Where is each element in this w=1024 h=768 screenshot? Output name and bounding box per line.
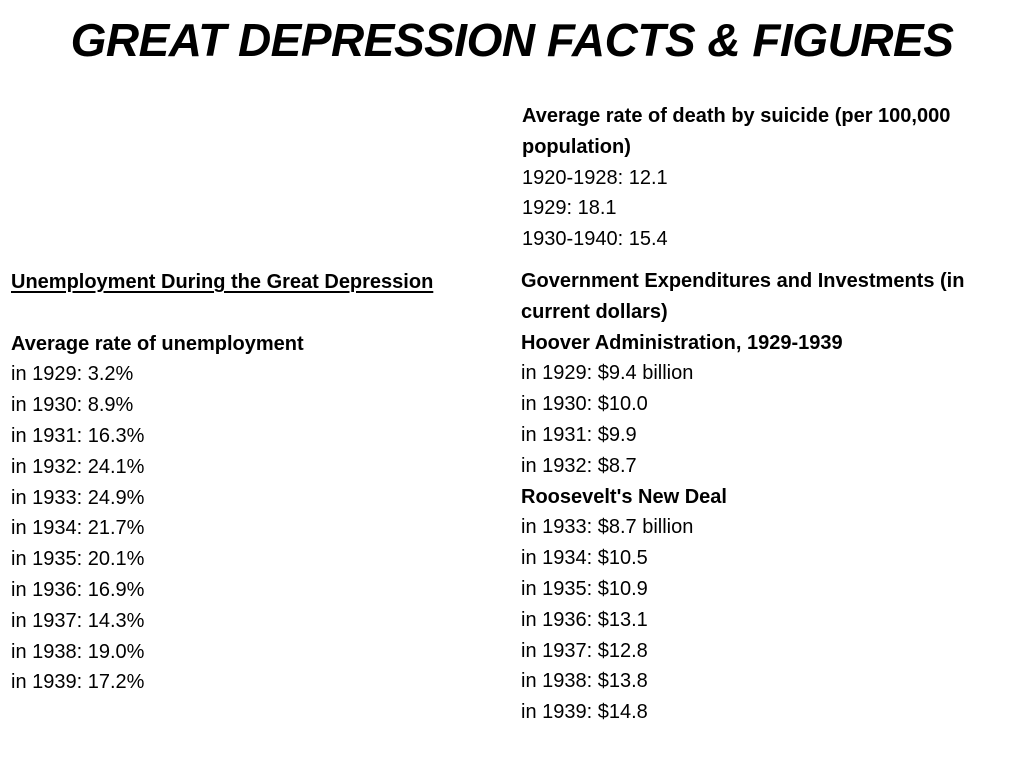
unemployment-subheading: Average rate of unemployment: [11, 332, 304, 355]
hoover-row: in 1932: $8.7: [521, 454, 637, 477]
unemployment-row: in 1935: 20.1%: [11, 548, 145, 571]
unemployment-row: in 1929: 3.2%: [11, 363, 134, 386]
roosevelt-row: in 1938: $13.8: [521, 670, 648, 693]
unemployment-spacer: [11, 298, 501, 329]
roosevelt-row: in 1934: $10.5: [521, 547, 648, 570]
government-spending-section: [521, 266, 1016, 728]
suicide-rate-heading: Average rate of death by suicide (per 100,000 population): [522, 105, 951, 158]
hoover-label: Hoover Administration, 1929-1939: [521, 331, 843, 354]
suicide-rate-row: 1920-1928: 12.1: [522, 166, 668, 189]
unemployment-row: in 1936: 16.9%: [11, 578, 145, 601]
roosevelt-label: Roosevelt's New Deal: [521, 485, 727, 508]
roosevelt-row: in 1939: $14.8: [521, 701, 648, 724]
suicide-rate-row: 1930-1940: 15.4: [522, 228, 668, 251]
roosevelt-row: in 1935: $10.9: [521, 577, 648, 600]
hoover-row: in 1929: $9.4 billion: [521, 362, 694, 385]
roosevelt-row: in 1936: $13.1: [521, 608, 648, 631]
roosevelt-row: in 1937: $12.8: [521, 639, 648, 662]
unemployment-row: in 1930: 8.9%: [11, 394, 134, 417]
spending-heading: Government Expenditures and Investments (in current dollars): [521, 270, 965, 323]
hoover-row: in 1930: $10.0: [521, 393, 648, 416]
unemployment-row: in 1932: 24.1%: [11, 455, 145, 478]
unemployment-row: in 1939: 17.2%: [11, 671, 145, 694]
unemployment-row: in 1933: 24.9%: [11, 486, 145, 509]
unemployment-row: in 1937: 14.3%: [11, 609, 145, 632]
slide-title: GREAT DEPRESSION FACTS & FIGURES: [70, 14, 954, 66]
unemployment-section: [11, 267, 501, 698]
unemployment-row: in 1934: 21.7%: [11, 517, 145, 540]
roosevelt-row: in 1933: $8.7 billion: [521, 516, 694, 539]
suicide-rate-section: [522, 101, 1017, 255]
unemployment-heading: Unemployment During the Great Depression: [11, 271, 434, 293]
unemployment-row: in 1938: 19.0%: [11, 640, 145, 663]
hoover-row: in 1931: $9.9: [521, 423, 637, 446]
suicide-rate-row: 1929: 18.1: [522, 197, 617, 220]
unemployment-row: in 1931: 16.3%: [11, 424, 145, 447]
